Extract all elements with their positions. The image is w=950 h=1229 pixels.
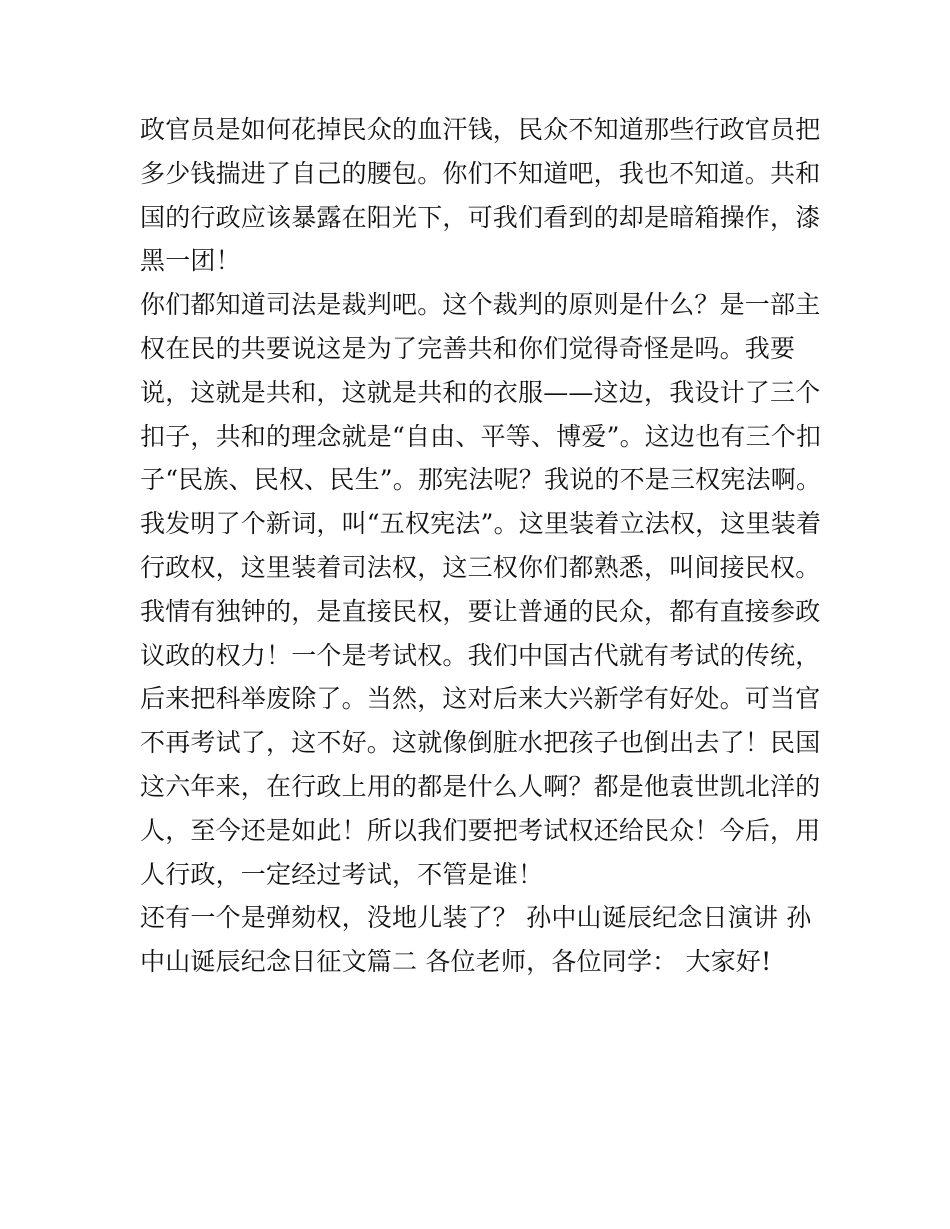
text-line: 我情有独钟的，是直接民权，要让普通的民众，都有直接参政 <box>140 596 821 626</box>
text-line: 还有一个是弹劾权，没地儿装了？ 孙中山诞辰纪念日演讲 孙 <box>140 903 812 933</box>
text-line: 行政权，这里装着司法权，这三权你们都熟悉，叫间接民权。 <box>140 552 821 582</box>
text-line: 后来把科举废除了。当然，这对后来大兴新学有好处。可当官 <box>140 684 821 714</box>
text-line: 扣子，共和的理念就是“自由、平等、博爱”。这边也有三个扣 <box>140 421 822 451</box>
text-line: 中山诞辰纪念日征文篇二 各位老师，各位同学： 大家好! <box>140 947 772 977</box>
text-line: 我发明了个新词，叫“五权宪法”。这里装着立法权，这里装着 <box>140 509 822 539</box>
text-line: 说，这就是共和，这就是共和的衣服——这边，我设计了三个 <box>140 377 821 407</box>
text-line: 你们都知道司法是裁判吧。这个裁判的原则是什么？是一部主 <box>140 290 821 320</box>
text-line: 不再考试了，这不好。这就像倒脏水把孩子也倒出去了！民国 <box>140 728 821 758</box>
text-line: 权在民的共要说这是为了完善共和你们觉得奇怪是吗。我要 <box>140 333 796 363</box>
text-line: 子“民族、民权、民生”。那宪法呢？我说的不是三权宪法啊。 <box>140 465 822 495</box>
text-line: 国的行政应该暴露在阳光下，可我们看到的却是暗箱操作，漆 <box>140 202 821 232</box>
text-line: 人行政，一定经过考试，不管是谁！ <box>140 859 544 889</box>
text-line: 政官员是如何花掉民众的血汗钱，民众不知道那些行政官员把 <box>140 115 821 144</box>
text-line: 人，至今还是如此！所以我们要把考试权还给民众！今后，用 <box>140 815 821 845</box>
text-line: 黑一团！ <box>140 246 241 276</box>
text-line: 这六年来，在行政上用的都是什么人啊？都是他袁世凯北洋的 <box>140 771 821 801</box>
text-line: 多少钱揣进了自己的腰包。你们不知道吧，我也不知道。共和 <box>140 158 821 188</box>
document-body <box>140 108 830 984</box>
text-line: 议政的权力！一个是考试权。我们中国古代就有考试的传统， <box>140 640 821 670</box>
